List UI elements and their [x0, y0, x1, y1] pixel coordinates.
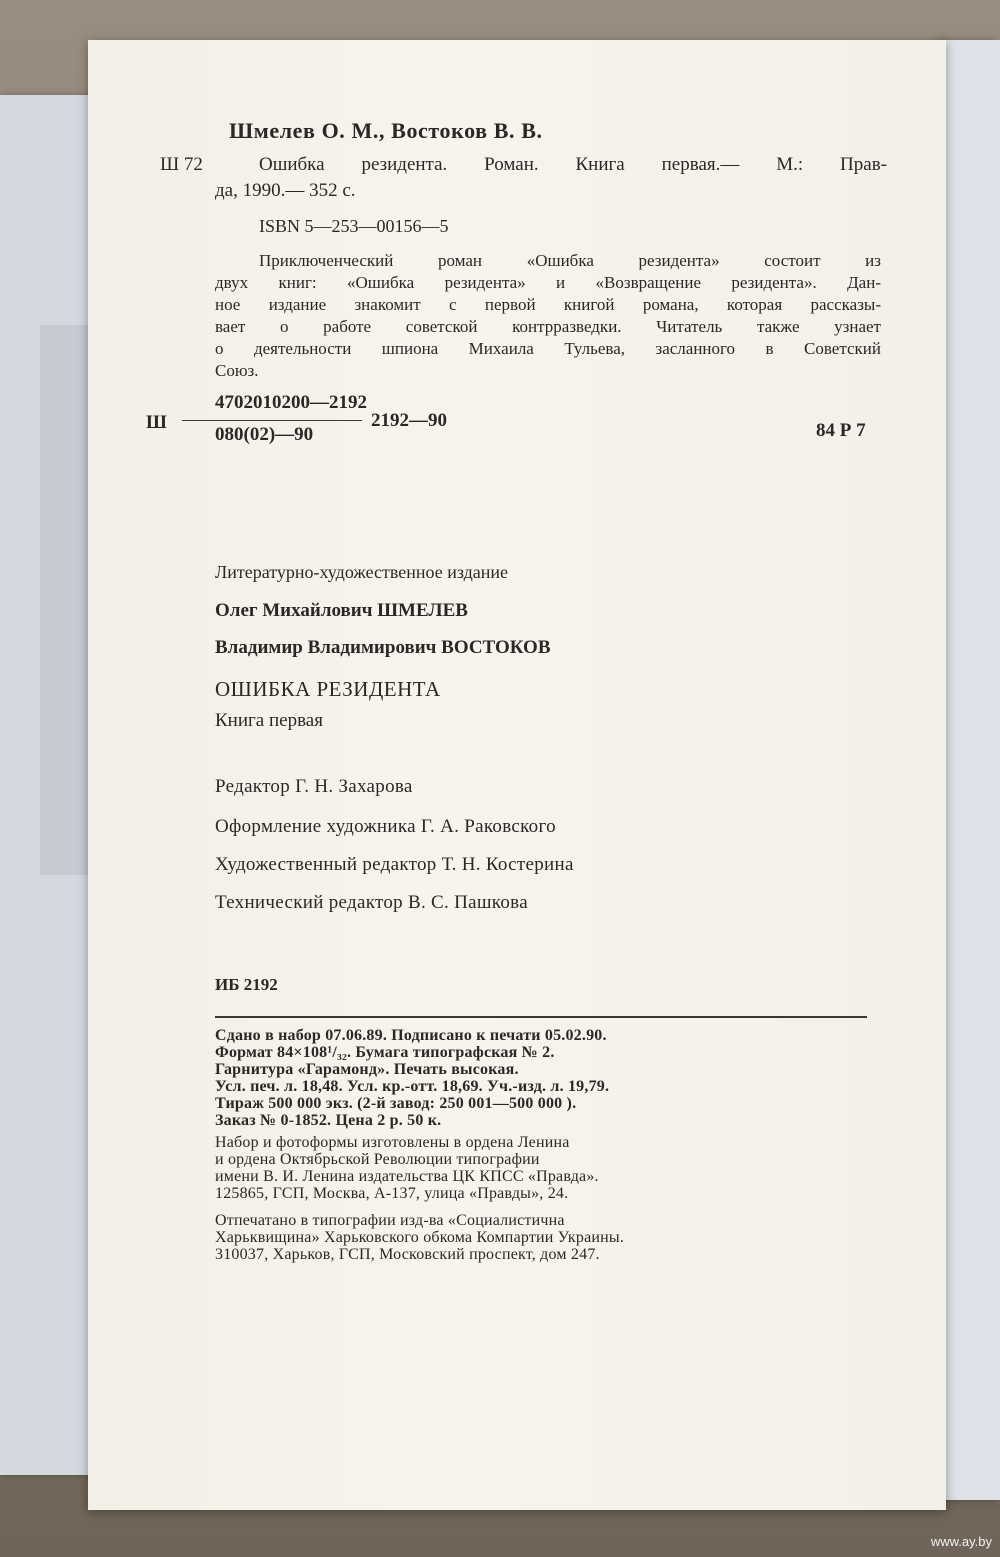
imprint-line: Тираж 500 000 экз. (2-й завод: 250 001—500 000 ). [215, 1095, 577, 1112]
book-cover-edge [940, 40, 1000, 1500]
credit-editor: Редактор Г. Н. Захарова [215, 776, 413, 797]
book-page [88, 40, 946, 1510]
imprint-line: Набор и фотоформы изготовлены в ордена Ленина [215, 1134, 570, 1151]
annotation-line: о деятельности шпиона Михаила Тульева, засланного в Советский [215, 339, 881, 358]
imprint-line: Заказ № 0-1852. Цена 2 р. 50 к. [215, 1112, 442, 1129]
fraction-letter: Ш [146, 412, 167, 433]
underlying-book [0, 95, 92, 1475]
imprint-line: Отпечатано в типографии изд-ва «Социалистична [215, 1212, 565, 1229]
imprint-printer-kharkov [215, 1212, 735, 1263]
imprint-printer-moscow [215, 1134, 735, 1202]
imprint-line: Формат 84×108¹/₃₂. Бумага типографская № 2. [215, 1044, 555, 1061]
imprint-line: имени В. И. Ленина издательства ЦК КПСС «Правда». [215, 1168, 599, 1185]
annotation-line: Союз. [215, 361, 259, 380]
fraction-numerator: 4702010200—2192 [215, 392, 367, 413]
catalog-authors: Шмелев О. М., Востоков В. В. [229, 118, 543, 143]
credit-tech-editor: Технический редактор В. С. Пашкова [215, 892, 528, 913]
catalog-code: Ш 72 [160, 154, 203, 175]
annotation-line: вает о работе советской контрразведки. Читатель также узнает [215, 317, 881, 336]
imprint-tech [215, 1027, 735, 1129]
imprint-line: 125865, ГСП, Москва, А-137, улица «Правды», 24. [215, 1185, 569, 1202]
fraction-line [182, 420, 362, 421]
edition-type: Литературно-художественное издание [215, 562, 509, 582]
fraction-suffix: 2192—90 [371, 410, 447, 431]
fraction-denominator: 080(02)—90 [215, 424, 314, 445]
annotation-line: ное издание знакомит с первой книгой романа, которая рассказы- [215, 295, 881, 314]
annotation-line: Приключенческий роман «Ошибка резидента» состоит из [259, 251, 881, 270]
underlying-book-shadow [40, 325, 90, 875]
imprint-line: Усл. печ. л. 18,48. Усл. кр.-отт. 18,69. Уч.-изд. л. 19,79. [215, 1078, 610, 1095]
author2-name: Владимир Владимирович ВОСТОКОВ [215, 637, 551, 658]
ib-number: ИБ 2192 [215, 975, 278, 994]
watermark: www.ay.by [930, 1534, 992, 1549]
imprint-line: Гарнитура «Гарамонд». Печать высокая. [215, 1061, 519, 1078]
catalog-title-line2: да, 1990.— 352 с. [215, 180, 356, 201]
bbk-code: 84 Р 7 [816, 420, 866, 441]
book-title: ОШИБКА РЕЗИДЕНТА [215, 677, 441, 701]
imprint-line: 310037, Харьков, ГСП, Московский проспект, дом 247. [215, 1246, 600, 1263]
credit-art-editor: Художественный редактор Т. Н. Костерина [215, 854, 574, 875]
imprint-line: Сдано в набор 07.06.89. Подписано к печати 05.02.90. [215, 1027, 607, 1044]
imprint-line: и ордена Октябрьской Революции типографии [215, 1151, 540, 1168]
catalog-annotation [215, 250, 881, 382]
imprint-divider [215, 1016, 867, 1018]
catalog-isbn: ISBN 5—253—00156—5 [259, 216, 449, 236]
book-subtitle: Книга первая [215, 710, 323, 731]
catalog-title-line1: Ошибка резидента. Роман. Книга первая.— М.: Прав- [259, 154, 887, 175]
annotation-line: двух книг: «Ошибка резидента» и «Возвращение резидента». Дан- [215, 273, 881, 292]
imprint-line: Харьквищина» Харьковского обкома Компартии Украины. [215, 1229, 625, 1246]
author1-name: Олег Михайлович ШМЕЛЕВ [215, 600, 468, 621]
credit-designer: Оформление художника Г. А. Раковского [215, 816, 556, 837]
